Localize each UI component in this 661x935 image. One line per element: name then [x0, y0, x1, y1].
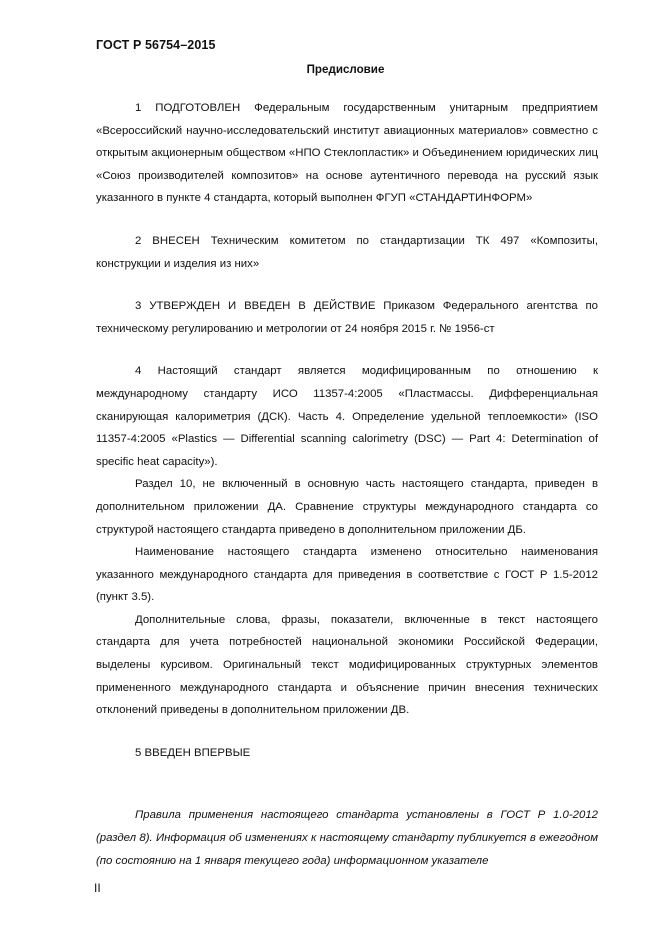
paragraph-5-introduced: 5 ВВЕДЕН ВПЕРВЫЕ	[135, 746, 251, 759]
standard-code-header: ГОСТ Р 56754–2015	[96, 38, 216, 52]
section-title: Предисловие	[306, 63, 385, 76]
paragraph-4-name-change: Наименование настоящего стандарта изменено относительно наименования указанного международного стандарта для приведения в соответствие с ГОСТ Р 1.5-2012 (пункт 3.5).	[96, 546, 598, 604]
paragraph-4-modified-standard: 4 Настоящий стандарт является модифицированным по отношению к международному стандарту ИСО 11357-4:2005 «Пластмассы. Дифференциальная сканирующая калориметрия (ДСК). Часть 4. Определение удельной теплоемкости» (ISO 11357-4:2005 «Plastics — Differential scanning calorimetry (DSC) — Part 4: Determination of specific heat capacity»).	[96, 365, 598, 468]
paragraph-4-section-10: Раздел 10, не включенный в основную часть настоящего стандарта, приведен в дополнительном приложении ДА. Сравнение структуры международного стандарта со структурой настоящего стандарта приведено в дополнительном приложении ДБ.	[96, 478, 598, 536]
paragraph-application-rules: Правила применения настоящего стандарта установлены в ГОСТ Р 1.0-2012 (раздел 8). Информация об изменениях к настоящему стандарту публикуется в ежегодном (по состоянию на 1 января текущего года) информационном указателе	[96, 809, 598, 867]
page-number: II	[94, 881, 101, 895]
document-body	[96, 97, 598, 872]
paragraph-1-prepared: 1 ПОДГОТОВЛЕН Федеральным государственным унитарным предприятием «Всероссийский научно-исследовательский институт авиационных материалов» совместно с открытым акционерным обществом «НПО Стеклопластик» и Объединением юридических лиц «Союз производителей композитов» на основе аутентичного перевода на русский язык указанного в пункте 4 стандарта, который выполнен ФГУП «СТАНДАРТИНФОРМ»	[96, 102, 598, 205]
paragraph-4-additional-words: Дополнительные слова, фразы, показатели, включенные в текст настоящего стандарта для учета потребностей национальной экономики Российской Федерации, выделены курсивом. Оригинальный текст модифицированных структурных элементов примененного международного стандарта и объяснение причин внесения технических отклонений приведены в дополнительном приложении ДВ.	[96, 613, 598, 717]
paragraph-3-approved: 3 УТВЕРЖДЕН И ВВЕДЕН В ДЕЙСТВИЕ Приказом Федерального агентства по техническому регулированию и метрологии от 24 ноября 2015 г. № 1956-ст	[96, 300, 598, 335]
paragraph-2-submitted: 2 ВНЕСЕН Техническим комитетом по стандартизации ТК 497 «Композиты, конструкции и изделия из них»	[96, 234, 598, 270]
